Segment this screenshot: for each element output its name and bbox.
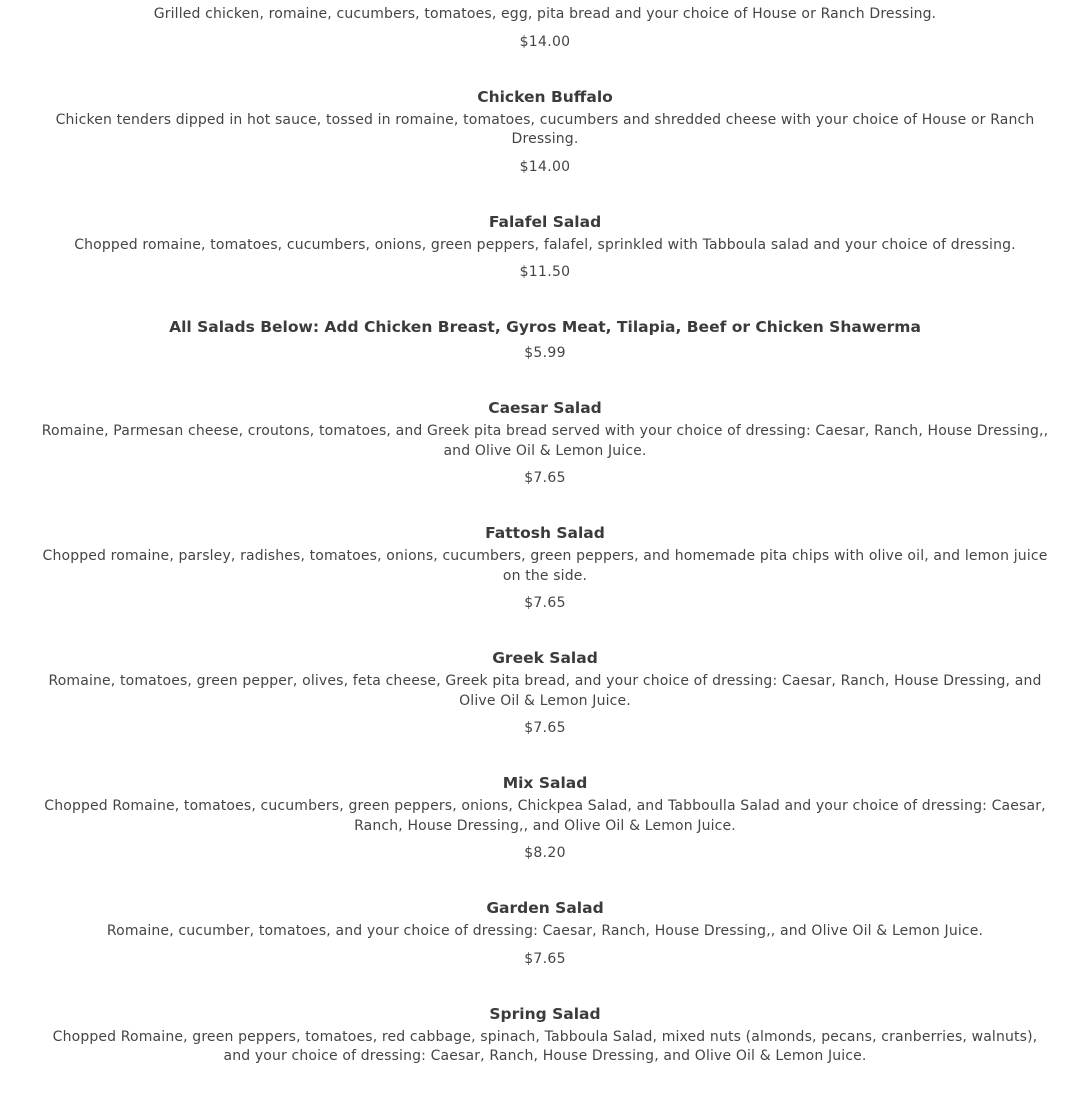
menu-item-mix-salad	[0, 773, 1090, 863]
menu-item-fattosh-salad	[0, 523, 1090, 613]
menu-item-caesar-salad	[0, 398, 1090, 488]
item-description: Romaine, Parmesan cheese, croutons, tomatoes, and Greek pita bread served with your choice of dressing: Caesar, Ranch, House Dressing,, and Olive Oil & Lemon Juice.	[41, 423, 1049, 459]
menu-item-cobb	[0, 0, 1090, 52]
item-price: $8.20	[524, 845, 566, 861]
item-name: Greek Salad	[492, 649, 598, 667]
item-name: Mix Salad	[502, 774, 588, 792]
item-description: Romaine, cucumber, tomatoes, and your choice of dressing: Caesar, Ranch, House Dressing,, and Olive Oil & Lemon Juice.	[106, 923, 984, 939]
item-description: Chicken tenders dipped in hot sauce, tossed in romaine, tomatoes, cucumbers and shredded cheese with your choice of House or Ranch Dressing.	[55, 111, 1035, 147]
menu-item-garden-salad	[0, 898, 1090, 969]
item-price: $7.65	[524, 720, 566, 736]
item-description: Chopped romaine, tomatoes, cucumbers, onions, green peppers, falafel, sprinkled with Tabboula salad and your choice of dressing.	[74, 236, 1016, 253]
item-name: Spring Salad	[489, 1004, 601, 1023]
item-price: $11.50	[519, 264, 571, 280]
item-description: Chopped Romaine, green peppers, tomatoes, red cabbage, spinach, Tabboula Salad, mixed nuts (almonds, pecans, cranberries, walnuts), and your choice of dressing: Caesar, Ranch, House Dressing, and Olive Oil & Lemon Juice.	[52, 1028, 1038, 1064]
item-name: Falafel Salad	[488, 212, 602, 231]
item-name	[40, 0, 1050, 1]
item-price: $7.65	[524, 950, 566, 967]
item-price: $7.65	[524, 470, 566, 486]
item-description: Chopped romaine, parsley, radishes, tomatoes, onions, cucumbers, green peppers, and homemade pita chips with olive oil, and lemon juice on the side.	[42, 548, 1048, 584]
item-name: All Salads Below: Add Chicken Breast, Gyros Meat, Tilapia, Beef or Chicken Shawerma	[169, 318, 921, 336]
item-name: Garden Salad	[486, 899, 604, 917]
item-name: Caesar Salad	[488, 399, 602, 417]
item-name: Fattosh Salad	[485, 524, 605, 542]
item-price: $14.00	[519, 33, 571, 50]
item-name: Chicken Buffalo	[477, 87, 613, 106]
item-description: Chopped Romaine, tomatoes, cucumbers, green peppers, onions, Chickpea Salad, and Tabboulla Salad and your choice of dressing: Caesar, Ranch, House Dressing,, and Olive Oil & Lemon Juice.	[44, 798, 1046, 834]
item-price: $14.00	[519, 158, 571, 175]
menu-item-chicken-buffalo	[0, 87, 1090, 177]
menu-item-add-protein	[0, 317, 1090, 363]
item-description: Grilled chicken, romaine, cucumbers, tomatoes, egg, pita bread and your choice of House or Ranch Dressing.	[153, 6, 937, 22]
item-price: $7.65	[524, 595, 566, 611]
menu-item-falafel-salad	[0, 212, 1090, 283]
menu-item-greek-salad	[0, 648, 1090, 738]
menu-item-spring-salad	[0, 1004, 1090, 1067]
item-price: $5.99	[524, 345, 566, 361]
item-description: Romaine, tomatoes, green pepper, olives, feta cheese, Greek pita bread, and your choice of dressing: Caesar, Ranch, House Dressing, and Olive Oil & Lemon Juice.	[48, 673, 1042, 709]
